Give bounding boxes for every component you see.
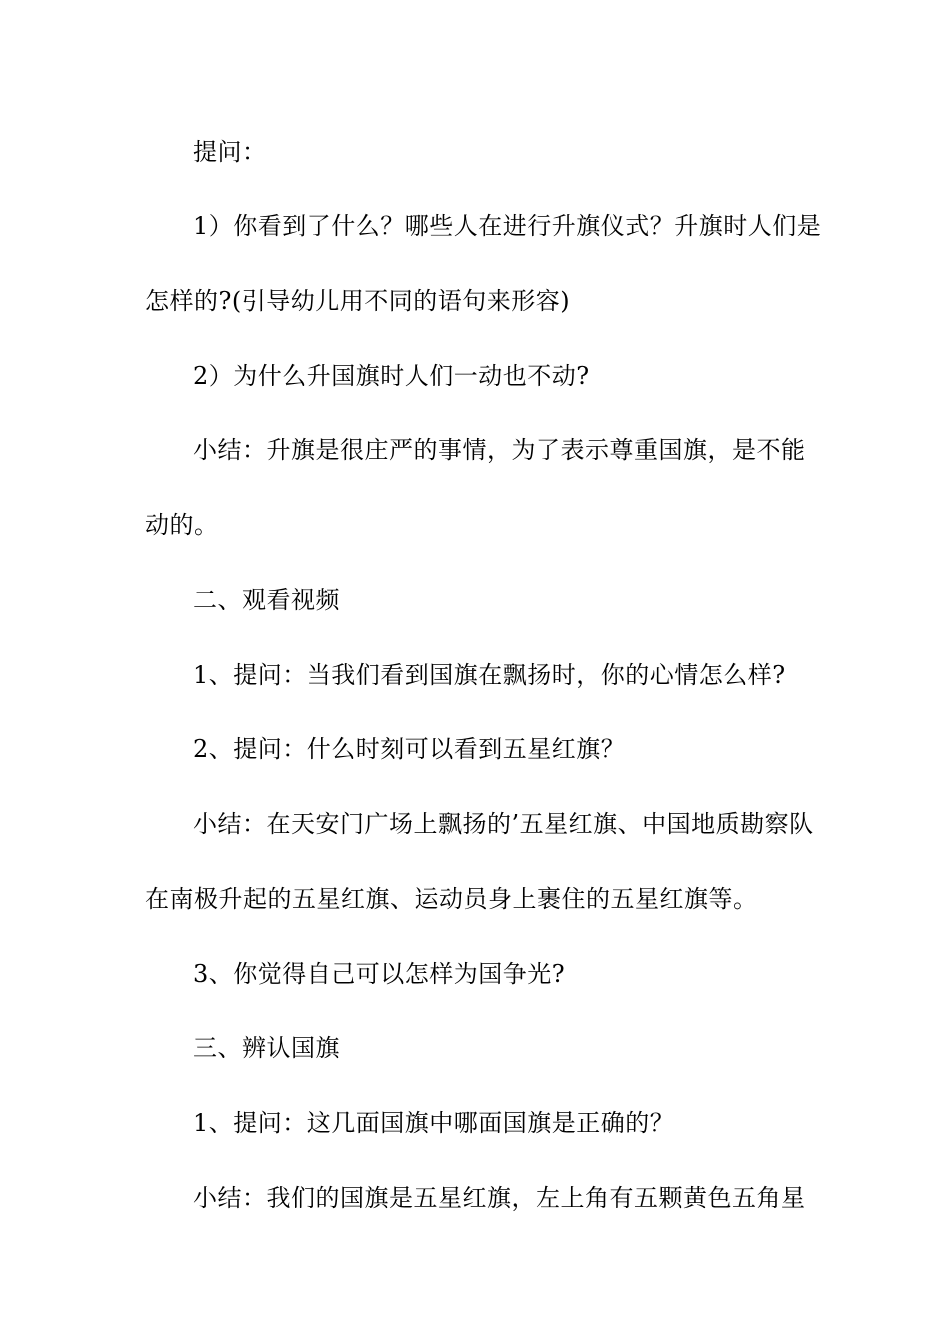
paragraph-line: 1）你看到了什么？哪些人在进行升旗仪式？升旗时人们是 xyxy=(193,212,822,240)
paragraph-line: 提问： xyxy=(193,138,267,166)
paragraph-line: 2）为什么升国旗时人们一动也不动? xyxy=(193,362,590,390)
paragraph-line: 怎样的?(引导幼儿用不同的语句来形容) xyxy=(145,287,571,315)
paragraph-line: 动的。 xyxy=(145,511,219,539)
paragraph-line: 1、提问：这几面国旗中哪面国旗是正确的？ xyxy=(193,1109,675,1137)
paragraph-line: 在南极升起的五星红旗、运动员身上裹住的五星红旗等。 xyxy=(145,885,758,913)
section-heading: 三、辨认国旗 xyxy=(193,1034,340,1062)
paragraph-line: 小结：在天安门广场上飘扬的’五星红旗、中国地质勘察队 xyxy=(193,810,814,838)
section-heading: 二、观看视频 xyxy=(193,586,340,614)
paragraph-line: 小结：我们的国旗是五星红旗，左上角有五颗黄色五角星 xyxy=(193,1184,806,1212)
paragraph-line: 3、你觉得自己可以怎样为国争光? xyxy=(193,960,566,988)
paragraph-line: 2、提问：什么时刻可以看到五星红旗？ xyxy=(193,735,626,763)
paragraph-line: 小结：升旗是很庄严的事情，为了表示尊重国旗，是不能 xyxy=(193,436,806,464)
paragraph-line: 1、提问：当我们看到国旗在飘扬时，你的心情怎么样? xyxy=(193,661,786,689)
